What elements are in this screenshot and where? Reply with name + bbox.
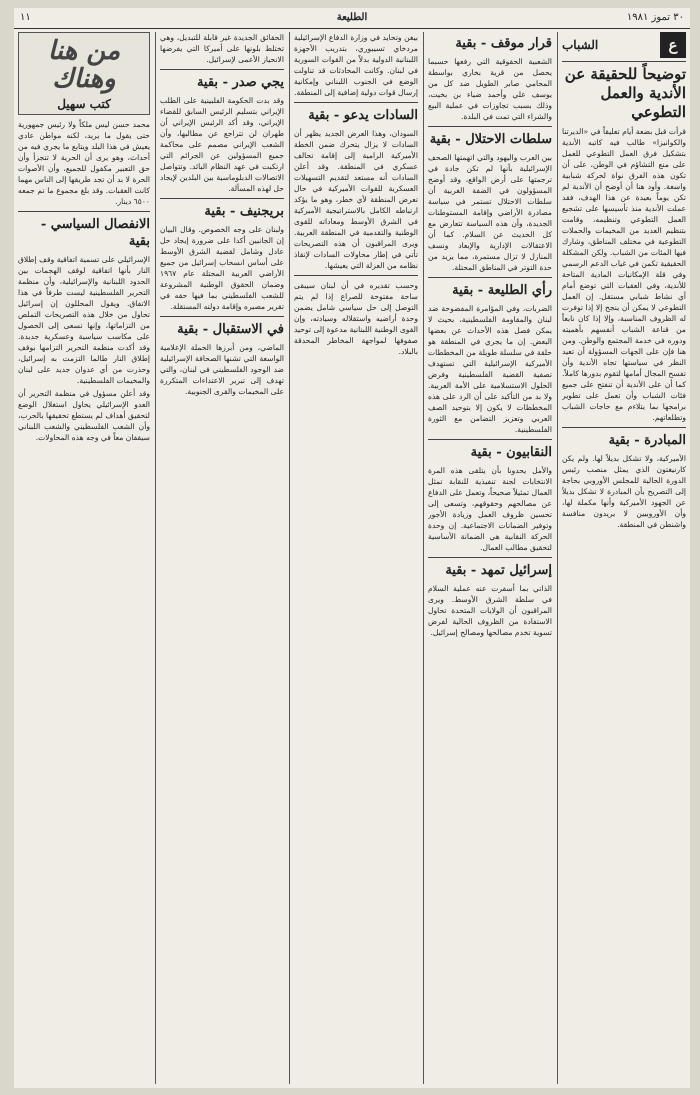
column-divider: [557, 32, 558, 1084]
article-heading: المبادرة - بقية: [608, 433, 686, 448]
article-heading: الانفصال السياسي - بقية: [40, 217, 150, 249]
article-heading: في الاستقبال - بقية: [177, 322, 284, 337]
column-title: من هنا وهناك: [47, 36, 121, 94]
page-header: [14, 8, 690, 29]
column-divider: [423, 32, 424, 1084]
divider: [428, 126, 552, 127]
article-heading: إسرائيل تمهد - بقية: [445, 563, 552, 578]
article-body: الضربات، وفي المؤامرة المفضوحة ضد لبنان والمقاومة الفلسطينية، بحيث لا يمكن فصل هذه الأحداث عن بعضها البعض. إن ما يجري في المنطقة هو حلقة في سلسلة طويلة من المخططات الأميركية الإسرائيلية التي تستهدف تصفية القضية الفلسطينية وفرض الحلول الاستسلامية على الأمة العربية. ولا بد من التأكيد على أن الرد على هذه المخططات لا يكون إلا بتوحيد الصف العربي وتعزيز التضامن مع الثورة الفلسطينية.: [428, 304, 552, 434]
article-body: ولبنان على وجه الخصوص. وقال البيان إن الجانبين أكدا على ضرورة إيجاد حل عادل وشامل لقضية الشرق الأوسط على أساس انسحاب إسرائيل من جميع الأراضي العربية المحتلة عام ١٩٦٧ وضمان الحقوق الوطنية المشروعة للشعب الفلسطيني بما فيها حقه في تقرير مصيره وإقامة دولته المستقلة.: [160, 225, 284, 311]
article-body: الماضي، ومن أبرزها الحملة الإعلامية الواسعة التي تشنها الصحافة الإسرائيلية ضد الوجود الفلسطيني في لبنان، والتي تهدف إلى تبرير الاعتداءات المتكررة على المخيمات والقرى الجنوبية.: [160, 343, 284, 396]
article-heading: سلطات الاحتلال - بقية: [429, 132, 552, 147]
article-body: الأميركية، ولا تشكل بديلاً لها. ولم يكن كارنيغتون الذي يمثل منصب رئيس الدورة الحالية للمجلس الأوروبي بحاجة إلى التصريح بأن المبادرة لا تشكل بديلاً عن الجهود الأميركية وأنها مكملة لها، وأن الأوروبيين لا يريدون منافسة واشنطن في المنطقة.: [562, 454, 686, 529]
column-logo: [18, 32, 150, 115]
article-body: وقد أعلن مسؤول في منظمة التحرير أن العدو الإسرائيلي يحاول استغلال الوضع لتحقيق أهداف لم يستطع تحقيقها بالحرب، وأن الشعب الفلسطيني والشعب اللبناني سيقفان معاً في وجه هذه المحاولات.: [18, 389, 150, 442]
article-body: بيغن وتحايد في وزارة الدفاع الإسرائيلية مردخاي تسيبوري، بتدريب الأجهزة اللبنانية الدولية بدلاً من القوات السورية في لبنان. وكانت المحادثات قد تناولت الوضع في الجنوب اللبناني وإمكانية إرسال قوات دولية إضافية إلى المنطقة.: [294, 33, 418, 97]
article-heading: رأي الطليعة - بقية: [452, 283, 552, 298]
page-number: ١١: [20, 12, 31, 23]
divider: [428, 277, 552, 278]
newspaper-page: [14, 8, 690, 1088]
article-body: والأمل يحدونا بأن يتلقى هذه المرة الانتخابات لجنة تنفيذية للنقابة تمثل العمال تمثيلاً صحيحاً، وتعمل على الدفاع عن مصالحهم وحقوقهم، وتسعى إلى تحسين ظروف العمل وزيادة الأجور وتوفير الضمانات الاجتماعية. إن وحدة الحركة النقابية هي الضمانة الأساسية لتحقيق مطالب العمال.: [428, 466, 552, 552]
article-body: وقد بدت الحكومة الفلبينية على الطلب الإيراني بتسليم الرئيس السابق للقضاء الإيراني، وقد أكد الرئيس الإيراني أن طهران لن تتراجع عن مطالبها، وأن الشعب الإيراني مصمم على محاكمة جميع المسؤولين عن الجرائم التي ارتكبت في عهد النظام البائد. وتتواصل الاتصالات الدبلوماسية بين البلدين لإيجاد حل لهذه المسألة.: [160, 96, 284, 193]
article-title: توضيحاً للحقيقة عن الأندية والعمل التطوعي: [564, 65, 686, 121]
article-heading: النقابيون - بقية: [470, 445, 552, 460]
article-body: الإسرائيلي على تسمية اتفاقية وقف إطلاق النار بأنها اتفاقية لوقف الهجمات بين الحدود اللبنانية والإسرائيلية، وأن منظمة التحرير الفلسطينية ليست طرفاً في هذا الاتفاق. ويقول المحللون إن إسرائيل تحاول من خلال هذه التصريحات التملص من التزاماتها، وإنها تسعى إلى الحصول على مكاسب سياسية وعسكرية جديدة. وقد أكدت منظمة التحرير التزامها بوقف إطلاق النار طالما التزمت به إسرائيل، وحذرت من أي عدوان جديد على لبنان والمخيمات الفلسطينية.: [18, 255, 150, 385]
article-heading: بريجنيف - بقية: [204, 204, 284, 219]
column-author: كتب سهيل: [57, 97, 111, 111]
divider: [18, 211, 150, 212]
section-label: الشباب: [562, 37, 599, 52]
article-heading: السادات يدعو - بقية: [308, 108, 418, 123]
article-body: الشعبية الحقوقية التي رفعها حسبما يحصل من قرية بخاري بواسطة المحامي صابر الطويل ضد كل من يوسف علي وأحمد ضياء بن بخيت، وذلك بسبب تجاوزات في عملية البيع والشراء التي تمت في البلدة.: [428, 57, 552, 121]
column-divider: [289, 32, 290, 1084]
issue-date: ٣٠ تموز ١٩٨١: [626, 12, 684, 23]
column-youth: [562, 32, 686, 1084]
column-4: [160, 32, 284, 1084]
divider: [294, 102, 418, 103]
divider: [160, 69, 284, 70]
divider: [428, 557, 552, 558]
article-body: قرأت قبل بضعة أيام تعليقاً في «الديرتنا والكوانيزا» طالب فيه كاتبه الأندية بتشكيل فرق العمل التطوعي للعمل على منع التشاؤم في الوطن، على أن تكون هذه الفرق نواة لحركة شبابية واسعة. وأود هنا أن أوضح أن الأندية لم تكن يوماً بعيدة عن هذا الهدف، فقد عملت الأندية منذ تأسيسها على تشجيع العمل التطوعي وتنظيمه، وقامت بتنظيم العديد من المخيمات والحملات التطوعية في مختلف المناطق، وشارك فيها المئات من الشباب. ولكن المشكلة الحقيقية تكمن في غياب الدعم الرسمي وفي قلة الإمكانيات المادية المتاحة للأندية، وفي العقبات التي توضع أمام أي نشاط شبابي مستقل. إن العمل التطوعي لا يمكن أن ينجح إلا إذا توفرت له الظروف المناسبة، وإلا إذا كان نابعاً من قناعة الشباب أنفسهم بأهميته ودوره في خدمة المجتمع والوطن. ومن هنا فإن على الجهات المسؤولة أن تعيد النظر في سياستها تجاه الأندية وأن تفسح المجال أمامها لتقوم بدورها كاملاً. كما أن على الأندية أن تنفتح على جميع فئات الشباب وأن تعمل على تطوير برامجها بما يتلاءم مع حاجات الشباب وتطلعاتهم.: [562, 127, 686, 422]
youth-section-kicker: [562, 32, 686, 62]
article-heading: قرار موقف - بقية: [455, 36, 552, 51]
divider: [428, 439, 552, 440]
article-body: السودان، وهذا العرض الجديد يظهر أن السادات لا يزال يتحرك ضمن الخطة الأميركية الرامية إلى إقامة تحالف عسكري في المنطقة. وقد أعلن السادات أنه مستعد لتقديم التسهيلات العسكرية للقوات الأميركية في حال تعرض المنطقة لأي خطر، وهو ما يؤكد ارتباطه الكامل بالاستراتيجية الأميركية في الشرق الأوسط ومعاداته للقوى الوطنية والتقدمية في المنطقة العربية. ويرى المراقبون أن هذه التصريحات تأتي في إطار محاولات السادات لإنقاذ نظامه من العزلة التي يعيشها.: [294, 129, 418, 270]
article-heading: يجي صدر - بقية: [196, 75, 284, 90]
column-opinion: [18, 32, 150, 1084]
article-body: محمد حسن ليس ملكاً ولا رئيس جمهورية حتى يقول ما يريد، لكنه مواطن عادي يعيش في هذا البلد ويتابع ما يجري فيه من أحداث، وهو يرى أن الحرية لا تتجزأ وأن حق التعبير مكفول للجميع، وأن الأصوات الحرة لا بد أن تجد طريقها إلى الناس مهما كانت العقبات. وقد بلغ مجموع ما تم جمعه ٦٥٠٠ دينار.: [18, 120, 150, 206]
article-body: الذاتي بما أسفرت عنه عملية السلام في سلطة الشرق الأوسط. ويرى المراقبون أن الولايات المتحدة تحاول الاستفادة من الظروف الحالية لفرض تسوية تخدم مصالحها ومصالح إسرائيل.: [428, 584, 552, 637]
section-logo-icon: ع: [660, 32, 686, 58]
column-2: [428, 32, 552, 1084]
newspaper-name: الطليعة: [336, 12, 368, 23]
column-3: [294, 32, 418, 1084]
article-body: بين العرب واليهود والتي اتهمتها الصحف الإسرائيلية بأنها لم تكن جادة في ترجمتها على أرض الواقع، وقد أوضح المسؤولون في الضفة الغربية أن سلطات الاحتلال تستمر في سياسة مصادرة الأراضي وإقامة المستوطنات الجديدة، وأن هذه السياسة تتعارض مع كل الحديث عن السلام. كما أن الاعتقالات الإدارية والإبعاد ونسف المنازل لا تزال مستمرة، مما يزيد من حدة التوتر في المناطق المحتلة.: [428, 153, 552, 272]
article-body: وحسب تقديره في أن لبنان سيبقى ساحة مفتوحة للصراع إذا لم يتم التوصل إلى حل سياسي شامل يضمن وحدة أراضيه واستقلاله وسيادته، وإن القوى الوطنية اللبنانية مدعوة إلى توحيد صفوفها لمواجهة المخاطر المحدقة بالبلاد.: [294, 281, 418, 356]
divider: [160, 198, 284, 199]
divider: [562, 427, 686, 428]
divider: [294, 275, 418, 276]
article-body: الحقائق الجديدة غير قابلة للتبديل، وهي تختلط بلونها على أميركا التي يفرضها الانحياز الأعمى لإسرائيل.: [160, 33, 284, 64]
column-divider: [155, 32, 156, 1084]
divider: [160, 316, 284, 317]
